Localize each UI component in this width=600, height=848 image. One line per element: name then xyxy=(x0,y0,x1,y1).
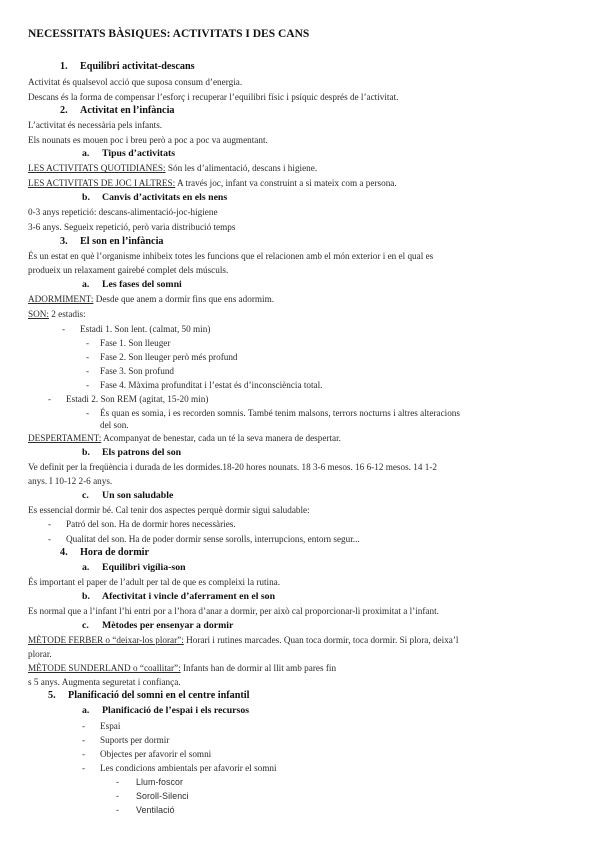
paragraph: SON: 2 estadis: xyxy=(28,309,86,319)
paragraph: plorar. xyxy=(28,649,52,659)
list-item: - Estadi 1. Son lent. (calmat, 50 min) xyxy=(62,324,211,334)
paragraph: produeix un relaxament gairebé complet dels músculs. xyxy=(28,265,229,275)
paragraph: Els nounats es mouen poc i breu però a poc a poc va augmentant. xyxy=(28,135,268,145)
list-item: - Estadi 2. Son REM (agitat, 15-20 min) xyxy=(48,394,209,404)
list-item: - Fase 1. Son lleuger xyxy=(86,338,171,348)
subsection-2a-heading: a. Tipus d’activitats xyxy=(82,148,176,159)
paragraph: Es essencial dormir bé. Cal tenir dos aspectes perquè dormir sigui saludable: xyxy=(28,505,310,515)
paragraph: LES ACTIVITATS DE JOC I ALTRES: A través joc, infant va construint a si mateix com a persona. xyxy=(28,178,397,188)
paragraph: ADORMIMENT: Desde que anem a dormir fins que ens adormim. xyxy=(28,294,275,304)
sub-list-item: - Llum-foscor xyxy=(116,777,184,787)
list-item: - És quan es somia, i es recorden somnis. També tenim malsons, terrors nocturns i altres alteracions xyxy=(86,408,460,418)
list-item: - Objectes per afavorir el somni xyxy=(82,749,212,759)
list-item: - Qualitat del son. Ha de poder dormir sense sorolls, interrupcions, entorn segur... xyxy=(48,534,360,544)
list-item: - Fase 2. Son lleuger però més profund xyxy=(86,352,238,362)
section-1-heading: 1. Equilibri activitat-descans xyxy=(60,61,195,72)
dash-bullet-icon: - xyxy=(86,380,90,390)
document-title: NECESSITATS BÀSIQUES: ACTIVITATS I DES CANS xyxy=(28,28,310,40)
dash-bullet-icon: - xyxy=(116,777,120,787)
paragraph: MÈTODE FERBER o “deixar-los plorar”: Horari i rutines marcades. Quan toca dormir, toca dormir. Si plora, deixa’l xyxy=(28,635,459,645)
list-item-continuation: del son. xyxy=(100,420,129,430)
section-5-heading: 5. Planificació del somni en el centre infantil xyxy=(48,690,250,701)
paragraph: 3-6 anys. Segueix repetició, però varia distribució temps xyxy=(28,222,236,232)
paragraph: Activitat és qualsevol acció que suposa consum d’energia. xyxy=(28,77,243,87)
dash-bullet-icon: - xyxy=(82,735,86,745)
paragraph: MÈTODE SUNDERLAND o “coallitar”: Infants han de dormir al llit amb pares fin xyxy=(28,663,337,673)
subsection-5a-heading: a. Planificació de l’espai i els recursos xyxy=(82,705,250,716)
dash-bullet-icon: - xyxy=(86,352,90,362)
paragraph: És un estat en què l’organisme inhibeix totes les funcions que el relacionen amb el món exterior i en el qual es xyxy=(28,251,434,261)
section-4-heading: 4. Hora de dormir xyxy=(60,547,150,558)
dash-bullet-icon: - xyxy=(62,324,66,334)
subsection-3c-heading: c. Un son saludable xyxy=(82,490,174,501)
list-item: - Fase 4. Màxima profunditat i l’estat és d’inconsciència total. xyxy=(86,380,323,390)
list-item: - Les condicions ambientals per afavorir el somni xyxy=(82,763,277,773)
sub-list-item: - Soroll-Silenci xyxy=(116,791,189,801)
dash-bullet-icon: - xyxy=(82,721,86,731)
paragraph: s 5 anys. Augmenta seguretat i confiança. xyxy=(28,677,181,687)
list-item: - Suports per dormir xyxy=(82,735,170,745)
list-item: - Espai xyxy=(82,721,121,731)
paragraph: LES ACTIVITATS QUOTIDIANES: Són les d’alimentació, descans i higiene. xyxy=(28,163,318,173)
dash-bullet-icon: - xyxy=(82,749,86,759)
paragraph: És important el paper de l’adult per tal de que es compleixi la rutina. xyxy=(28,577,281,587)
dash-bullet-icon: - xyxy=(86,408,90,418)
subsection-3a-heading: a. Les fases del somni xyxy=(82,279,182,290)
dash-bullet-icon: - xyxy=(86,338,90,348)
paragraph: Es normal que a l’infant l’hi entri por a l’hora d’anar a dormir, per això cal proporcionar-li proximitat a l’infant. xyxy=(28,606,439,616)
subsection-4a-heading: a. Equilibri vigília-son xyxy=(82,562,186,573)
dash-bullet-icon: - xyxy=(82,763,86,773)
subsection-2b-heading: b. Canvis d’activitats en els nens xyxy=(82,192,228,203)
dash-bullet-icon: - xyxy=(48,534,52,544)
subsection-4b-heading: b. Afectivitat i vincle d’aferrament en el son xyxy=(82,591,276,602)
subsection-3b-heading: b. Els patrons del son xyxy=(82,447,182,458)
dash-bullet-icon: - xyxy=(116,791,120,801)
sub-list-item: - Ventilació xyxy=(116,805,175,815)
dash-bullet-icon: - xyxy=(48,394,52,404)
section-2-heading: 2. Activitat en l’infància xyxy=(60,105,175,116)
dash-bullet-icon: - xyxy=(116,805,120,815)
paragraph: Ve definit per la freqüència i durada de les dormides.18-20 hores nounats. 18 3-6 mesos. 16 6-12 mesos. 14 1-2 xyxy=(28,462,437,472)
section-3-heading: 3. El son en l’infància xyxy=(60,236,164,247)
list-item: - Fase 3. Son profund xyxy=(86,366,175,376)
paragraph: anys. I 10-12 2-6 anys. xyxy=(28,476,113,486)
paragraph: DESPERTAMENT: Acompanyat de benestar, cada un té la seva manera de despertar. xyxy=(28,433,341,443)
subsection-4c-heading: c. Mètodes per ensenyar a dormir xyxy=(82,620,234,631)
paragraph: Descans és la forma de compensar l’esforç i recuperar l’equilibri físic i psíquic després de l’activitat. xyxy=(28,92,399,102)
dash-bullet-icon: - xyxy=(86,366,90,376)
paragraph: L’activitat és necessària pels infants. xyxy=(28,120,163,130)
paragraph: 0-3 anys repetició: descans-alimentació-joc-higiene xyxy=(28,207,218,217)
list-item: - Patró del son. Ha de dormir hores necessàries. xyxy=(48,519,236,529)
dash-bullet-icon: - xyxy=(48,519,52,529)
